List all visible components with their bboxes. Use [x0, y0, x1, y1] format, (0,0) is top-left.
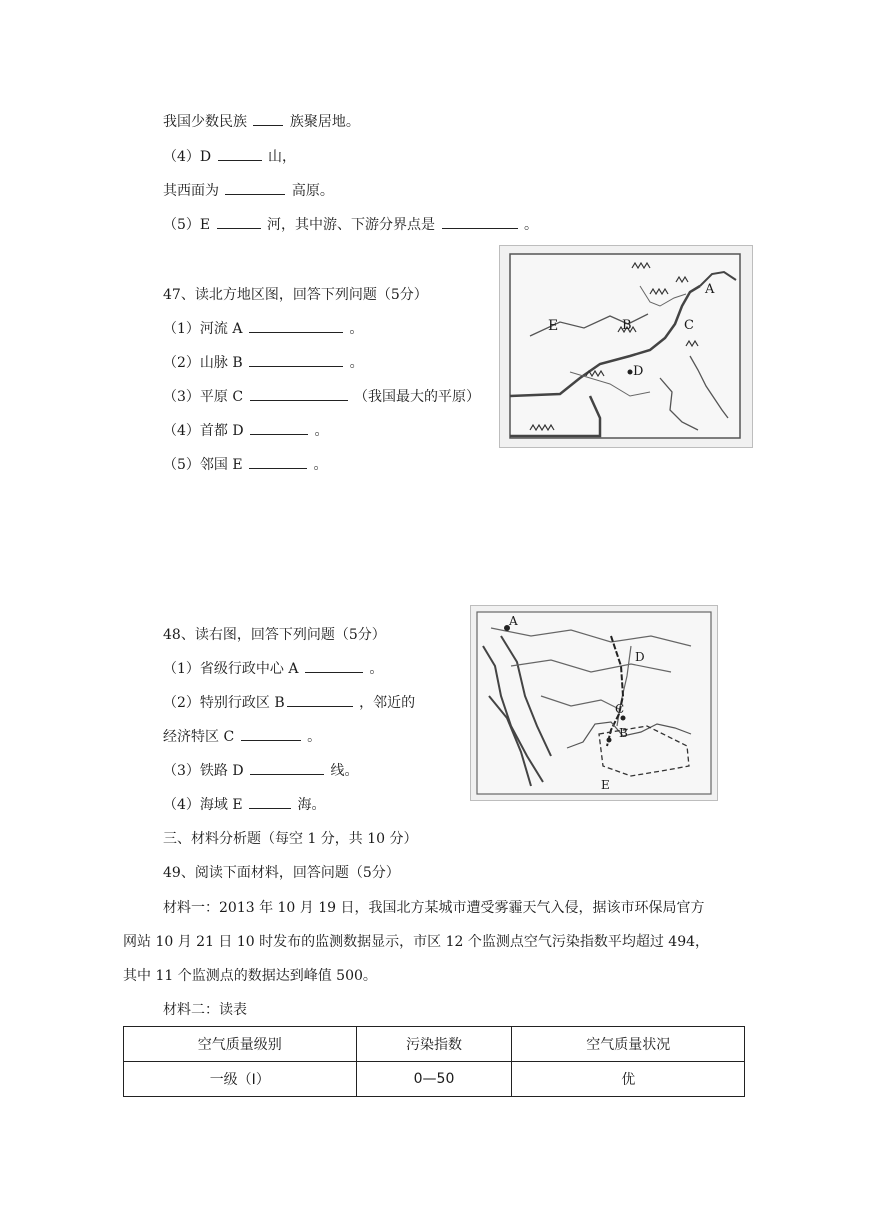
- q46-item-4: （4）D 山，: [163, 149, 297, 165]
- q48-item-1: （1）省级行政中心 A 。: [163, 661, 384, 677]
- table-header-cell: 污染指数: [356, 1027, 512, 1062]
- answer-blank[interactable]: [305, 660, 363, 673]
- air-quality-table: [123, 1026, 745, 1097]
- answer-blank[interactable]: [218, 148, 262, 161]
- q48-title: 48、读右图，回答下列问题（5分）: [163, 627, 386, 643]
- pearl-river-region-map: [470, 605, 718, 801]
- map-label-a: A: [705, 282, 715, 297]
- material-1-line-3: 其中 11 个监测点的数据达到峰值 500。: [123, 968, 377, 984]
- answer-blank[interactable]: [287, 694, 353, 707]
- answer-blank[interactable]: [249, 354, 343, 367]
- q48-item-4: （4）海域 E 海。: [163, 797, 326, 813]
- material-1-line-1: 材料一：2013 年 10 月 19 日，我国北方某城市遭受雾霾天气入侵，据该市环保局官方: [163, 900, 705, 916]
- material-1-line-2: 网站 10 月 21 日 10 时发布的监测数据显示，市区 12 个监测点空气污染指数平均超过 494，: [123, 934, 710, 950]
- q46-west-line: 其西面为 高原。: [163, 183, 334, 199]
- q48-item-2: （2）特别行政区 B ，邻近的: [163, 695, 416, 711]
- q47-item-3: （3）平原 C （我国最大的平原）: [163, 389, 480, 405]
- table-cell: 一级（Ⅰ）: [124, 1062, 357, 1097]
- answer-blank[interactable]: [253, 113, 283, 126]
- map-label-d: D: [635, 650, 645, 664]
- answer-blank[interactable]: [250, 388, 348, 401]
- q49-title: 49、阅读下面材料，回答问题（5分）: [163, 865, 400, 881]
- section-3-title: 三、材料分析题（每空 1 分，共 10 分）: [163, 831, 418, 847]
- q48-item-3: （3）铁路 D 线。: [163, 763, 359, 779]
- map-label-c: C: [684, 318, 694, 333]
- answer-blank[interactable]: [241, 728, 301, 741]
- minority-line: 我国少数民族 族聚居地。: [163, 114, 360, 130]
- map-label-b: B: [622, 318, 632, 333]
- q47-item-5: （5）邻国 E 。: [163, 457, 328, 473]
- table-header-cell: 空气质量级别: [124, 1027, 357, 1062]
- answer-blank[interactable]: [225, 182, 285, 195]
- map-label-a: A: [509, 614, 518, 628]
- q48-item-2c: 经济特区 C 。: [163, 729, 322, 745]
- answer-blank[interactable]: [249, 320, 343, 333]
- table-header-cell: 空气质量状况: [512, 1027, 745, 1062]
- q47-title: 47、读北方地区图，回答下列问题（5分）: [163, 287, 428, 303]
- answer-blank[interactable]: [249, 456, 307, 469]
- material-2-label: 材料二：读表: [163, 1002, 247, 1018]
- answer-blank[interactable]: [217, 216, 261, 229]
- map-label-c: C: [615, 702, 625, 716]
- table-cell: 0—50: [356, 1062, 512, 1097]
- table-row: [124, 1062, 745, 1097]
- answer-blank[interactable]: [250, 762, 324, 775]
- answer-blank[interactable]: [442, 216, 518, 229]
- table-header-row: [124, 1027, 745, 1062]
- q46-item-5: （5）E 河，其中游、下游分界点是 。: [163, 217, 538, 233]
- answer-blank[interactable]: [250, 422, 308, 435]
- map-label-b: B: [619, 726, 628, 740]
- answer-blank[interactable]: [249, 796, 291, 809]
- map-label-e: E: [548, 318, 559, 334]
- table-cell: 优: [512, 1062, 745, 1097]
- map-label-e: E: [601, 778, 610, 792]
- q47-item-2: （2）山脉 B 。: [163, 355, 364, 371]
- q47-item-4: （4）首都 D 。: [163, 423, 329, 439]
- q47-item-1: （1）河流 A 。: [163, 321, 364, 337]
- northern-region-map: [499, 245, 753, 448]
- map-label-d: D: [633, 364, 644, 379]
